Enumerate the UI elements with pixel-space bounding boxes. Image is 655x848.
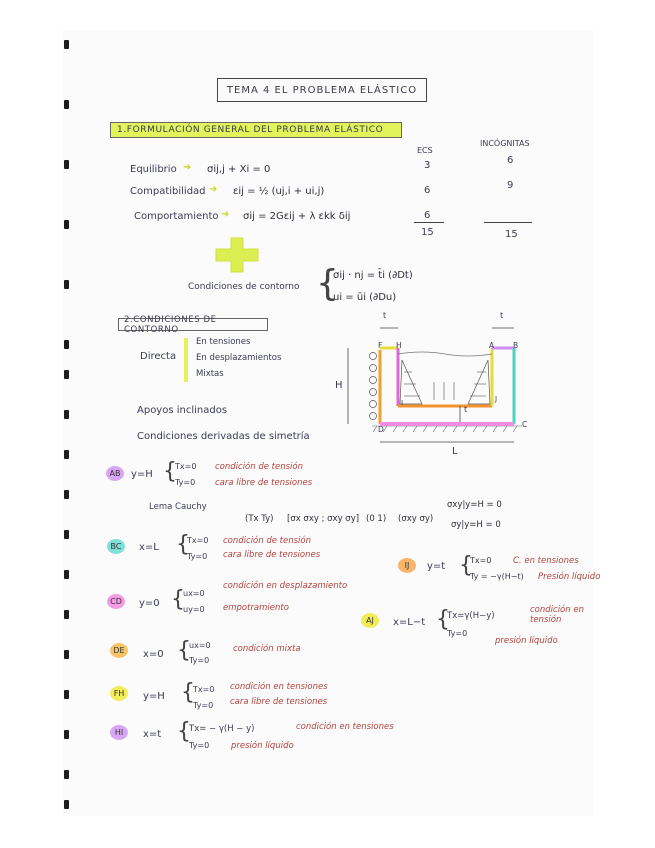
- brace: {: [436, 607, 450, 632]
- ab-coord: y=H: [131, 469, 153, 480]
- section2-heading-text: 2.CONDICIONES DE CONTORNO: [124, 314, 217, 335]
- plus-icon: [213, 236, 261, 274]
- ij-coord: y=t: [427, 561, 446, 572]
- ij-n2: Presión líquido: [538, 572, 601, 582]
- cauchy-r1: σxy|y=H = 0: [447, 500, 502, 510]
- cc-label: Condiciones de contorno: [188, 282, 300, 292]
- dim-top-left: t: [383, 311, 387, 320]
- bc-n2: cara libre de tensiones: [223, 550, 321, 560]
- cc-eq-tension: σij · nj = t̄i (∂Dt): [333, 270, 413, 281]
- row-compat-inc: 9: [507, 180, 514, 191]
- section1-heading-text: 1.FORMULACIÓN GENERAL DEL PROBLEMA ELÁSTICO: [117, 125, 384, 135]
- brace: {: [459, 553, 473, 578]
- dim-t: t: [464, 405, 468, 414]
- tag-HI: HI: [110, 725, 128, 740]
- condiciones-simetria: Condiciones derivadas de simetría: [137, 431, 310, 442]
- fh-coord: y=H: [143, 691, 165, 702]
- tag-IJ: IJ: [398, 558, 416, 573]
- ab-c1: Tx=0: [175, 462, 197, 471]
- fh-c1: Tx=0: [193, 685, 215, 694]
- label-C: C: [522, 420, 528, 429]
- arrow-icon: ➜: [209, 184, 218, 195]
- page-title-text: TEMA 4 EL PROBLEMA ELÁSTICO: [226, 84, 418, 96]
- de-coord: x=0: [143, 649, 164, 660]
- de-n1: condición mixta: [233, 644, 301, 654]
- hi-n1: condición en tensiones: [296, 722, 394, 732]
- item-tensiones: En tensiones: [196, 337, 251, 347]
- brace: {: [181, 680, 195, 705]
- cd-n1: condición en desplazamiento: [223, 581, 348, 591]
- tag-CD: CD: [107, 594, 125, 609]
- aj-n1: condición en tensión: [530, 605, 584, 625]
- bc-c1: Tx=0: [187, 536, 209, 545]
- row-compat-label: Compatibilidad: [130, 186, 206, 197]
- label-B: B: [513, 341, 519, 350]
- bc-c2: Ty=0: [187, 552, 208, 561]
- ij-c2: Ty = −γ(H−t): [470, 572, 524, 581]
- label-D: D: [378, 425, 384, 434]
- ab-n1: condición de tensión: [215, 462, 303, 472]
- hi-c2: Ty=0: [189, 741, 210, 750]
- row-comport-label: Comportamiento: [134, 211, 219, 222]
- brace: {: [171, 587, 185, 612]
- tag-DE: DE: [110, 643, 128, 658]
- ij-c1: Tx=0: [470, 556, 492, 565]
- tag-BC: BC: [107, 539, 125, 554]
- ab-n2: cara libre de tensiones: [215, 478, 313, 488]
- yellow-bracket: [184, 338, 188, 382]
- cd-c2: uy=0: [183, 605, 205, 614]
- item-desplazamientos: En desplazamientos: [196, 353, 282, 363]
- label-F: F: [378, 341, 383, 350]
- dim-H: H: [335, 380, 343, 391]
- aj-n2: presión líquido: [495, 636, 558, 646]
- bc-coord: x=L: [139, 542, 159, 553]
- tag-AB: AB: [106, 466, 124, 481]
- total-incognitas: 15: [505, 229, 518, 240]
- dim-top-right: t: [500, 311, 504, 320]
- cauchy-lhs: (Tx Ty): [245, 514, 274, 524]
- fh-n2: cara libre de tensiones: [230, 697, 328, 707]
- row-compat-eq: εij = ½ (uj,i + ui,j): [233, 186, 325, 197]
- page-title: [217, 78, 427, 102]
- label-A: A: [489, 341, 495, 350]
- row-equilibrio-eq: σij,j + Xi = 0: [207, 164, 271, 175]
- sum-line-inc: [484, 222, 532, 223]
- cauchy-matrix: [σx σxy ; σxy σy]: [287, 514, 360, 524]
- brace: {: [316, 263, 339, 304]
- aj-c2: Ty=0: [447, 629, 468, 638]
- de-c2: Ty=0: [189, 656, 210, 665]
- row-comport-eq: σij = 2Gεij + λ εkk δij: [243, 211, 351, 222]
- row-comport-ecs: 6: [424, 210, 431, 221]
- label-I: I: [401, 399, 404, 407]
- ab-c2: Ty=0: [175, 478, 196, 487]
- cauchy-r2: σy|y=H = 0: [451, 520, 501, 530]
- item-mixtas: Mixtas: [196, 369, 224, 379]
- tag-AJ: AJ: [361, 613, 379, 628]
- cauchy-vec: (0 1): [366, 514, 387, 524]
- hi-n2: presión líquido: [231, 741, 294, 751]
- aj-coord: x=L−t: [393, 617, 426, 628]
- section1-heading: [110, 122, 402, 138]
- arrow-icon: ➜: [183, 162, 192, 173]
- brace: {: [163, 459, 177, 484]
- brace: {: [177, 719, 191, 744]
- hi-coord: x=t: [143, 729, 162, 740]
- row-equilibrio-label: Equilibrio: [130, 164, 177, 175]
- row-equilibrio-ecs: 3: [424, 160, 431, 171]
- section2-heading: [118, 314, 268, 335]
- tag-FH: FH: [110, 686, 128, 701]
- spiral-binding: [64, 40, 70, 810]
- fh-n1: condición en tensiones: [230, 682, 328, 692]
- aj-c1: Tx=γ(H−y): [447, 611, 495, 621]
- ij-n1: C. en tensiones: [513, 556, 579, 566]
- cd-c1: ux=0: [183, 589, 205, 598]
- directa-label: Directa: [140, 351, 177, 362]
- brace: {: [177, 638, 191, 663]
- row-equilibrio-inc: 6: [507, 155, 514, 166]
- dim-L: L: [452, 446, 458, 457]
- label-H: H: [396, 341, 402, 350]
- cauchy-rhs: (σxy σy): [398, 514, 434, 524]
- cc-eq-displacement: ui = ūi (∂Du): [333, 292, 397, 303]
- de-c1: ux=0: [189, 641, 211, 650]
- dam-figure: [332, 312, 547, 462]
- brace: {: [176, 532, 190, 557]
- col-ecs-header: ECS: [417, 146, 433, 155]
- label-J: J: [495, 395, 498, 403]
- cd-n2: empotramiento: [223, 603, 289, 613]
- row-compat-ecs: 6: [424, 185, 431, 196]
- cd-coord: y=0: [139, 598, 160, 609]
- cauchy-label: Lema Cauchy: [149, 502, 207, 512]
- total-ecs: 15: [421, 227, 434, 238]
- apoyos-inclinados: Apoyos inclinados: [137, 405, 228, 416]
- col-incognitas-header: INCÓGNITAS: [480, 139, 530, 148]
- hi-c1: Tx= − γ(H − y): [189, 724, 255, 734]
- fh-c2: Ty=0: [193, 701, 214, 710]
- sum-line-ecs: [414, 222, 444, 223]
- bc-n1: condición de tensión: [223, 536, 311, 546]
- arrow-icon: ➜: [221, 209, 230, 220]
